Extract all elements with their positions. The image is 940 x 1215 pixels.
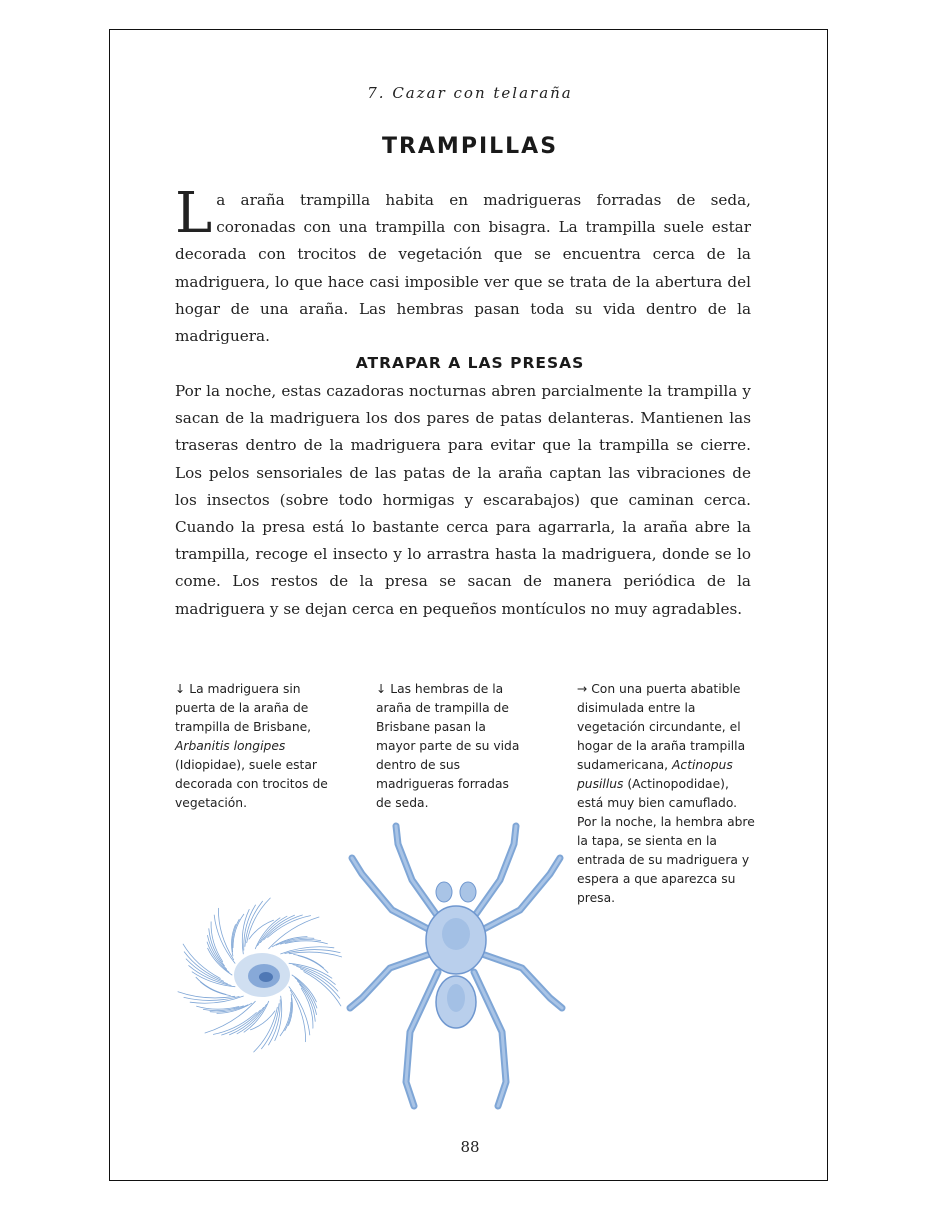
burrow-strand	[268, 916, 311, 938]
chapter-heading: 7. Cazar con telaraña	[367, 84, 573, 102]
burrow-strand	[269, 917, 319, 949]
caption-burrow: ↓ La madriguera sin puerta de la araña de trampilla de Brisbane, Arbanitis longipes (Idiopidae), suele estar decorada con trocitos de vegetación.	[175, 682, 328, 810]
page-number: 88	[460, 1138, 480, 1156]
caption-spider: ↓ Las hembras de la araña de trampilla de Brisbane pasan la mayor parte de su vida dentro de sus madrigueras forradas de seda.	[376, 682, 520, 810]
burrow-illustration	[162, 860, 342, 1060]
burrow-strand	[298, 956, 328, 973]
burrow-strand	[205, 1001, 255, 1033]
section-paragraph: Por la noche, estas cazadoras nocturnas abren parcialmente la trampilla y sacan de la madriguera los dos pares de patas delanteras. Mantienen las traseras dentro de la madriguera para evitar que la trampilla se cierre. Los pelos sensoriales de las patas de la araña captan las vibraciones de los insectos (sobre todo hormigas y escarabajos) que caminan cerca. Cuando la presa está lo bastante cerca para agarrarla, la araña abre la trampilla, recoge el insecto y lo arrastra hasta la madriguera, donde se lo come. Los restos de la presa se sacan de manera periódica de la madriguera y se dejan cerca en pequeños montículos no muy agradables.	[175, 382, 751, 618]
burrow-strand	[196, 977, 226, 994]
section-title: ATRAPAR A LAS PRESAS	[355, 354, 585, 372]
burrow-strand	[242, 909, 249, 954]
species-name: Actinopus pusillus	[577, 758, 733, 791]
burrow-strand	[213, 1013, 256, 1035]
burrow-strand	[254, 1007, 278, 1052]
page-title: TRAMPILLAS	[381, 134, 559, 159]
burrow-strand	[290, 990, 305, 1041]
burrow-strand	[218, 908, 233, 960]
caption-trapdoor: → Con una puerta abatible disimulada entre la vegetación circundante, el hogar de la araña trampilla sudamericana, Actinopus pusillus (Actinopodidae), está muy bien camuflado. Por la noche, la hembra abre la tapa, se sienta en la entrada de su madriguera y espera a que aparezca su presa.	[577, 682, 755, 905]
arrow-right-icon: →	[577, 682, 588, 696]
burrow-strand	[247, 898, 271, 943]
drop-cap: L	[175, 181, 213, 246]
burrow-strand	[275, 996, 282, 1041]
spider-illustration	[340, 822, 572, 1120]
species-name: Arbanitis longipes	[175, 739, 286, 753]
arrow-down-icon: ↓	[376, 682, 387, 696]
arrow-down-icon: ↓	[175, 682, 186, 696]
intro-paragraph	[175, 181, 751, 350]
intro-text: a araña trampilla habita en madrigueras forradas de seda, coronadas con una trampilla con bisagra. La trampilla suele estar decorada con trocitos de vegetación que se encuentra cerca de la madriguera, lo que hace casi imposible ver que se trata de la abertura del hogar de una araña. Las hembras pasan toda su vida dentro de la madriguera.	[175, 191, 751, 346]
